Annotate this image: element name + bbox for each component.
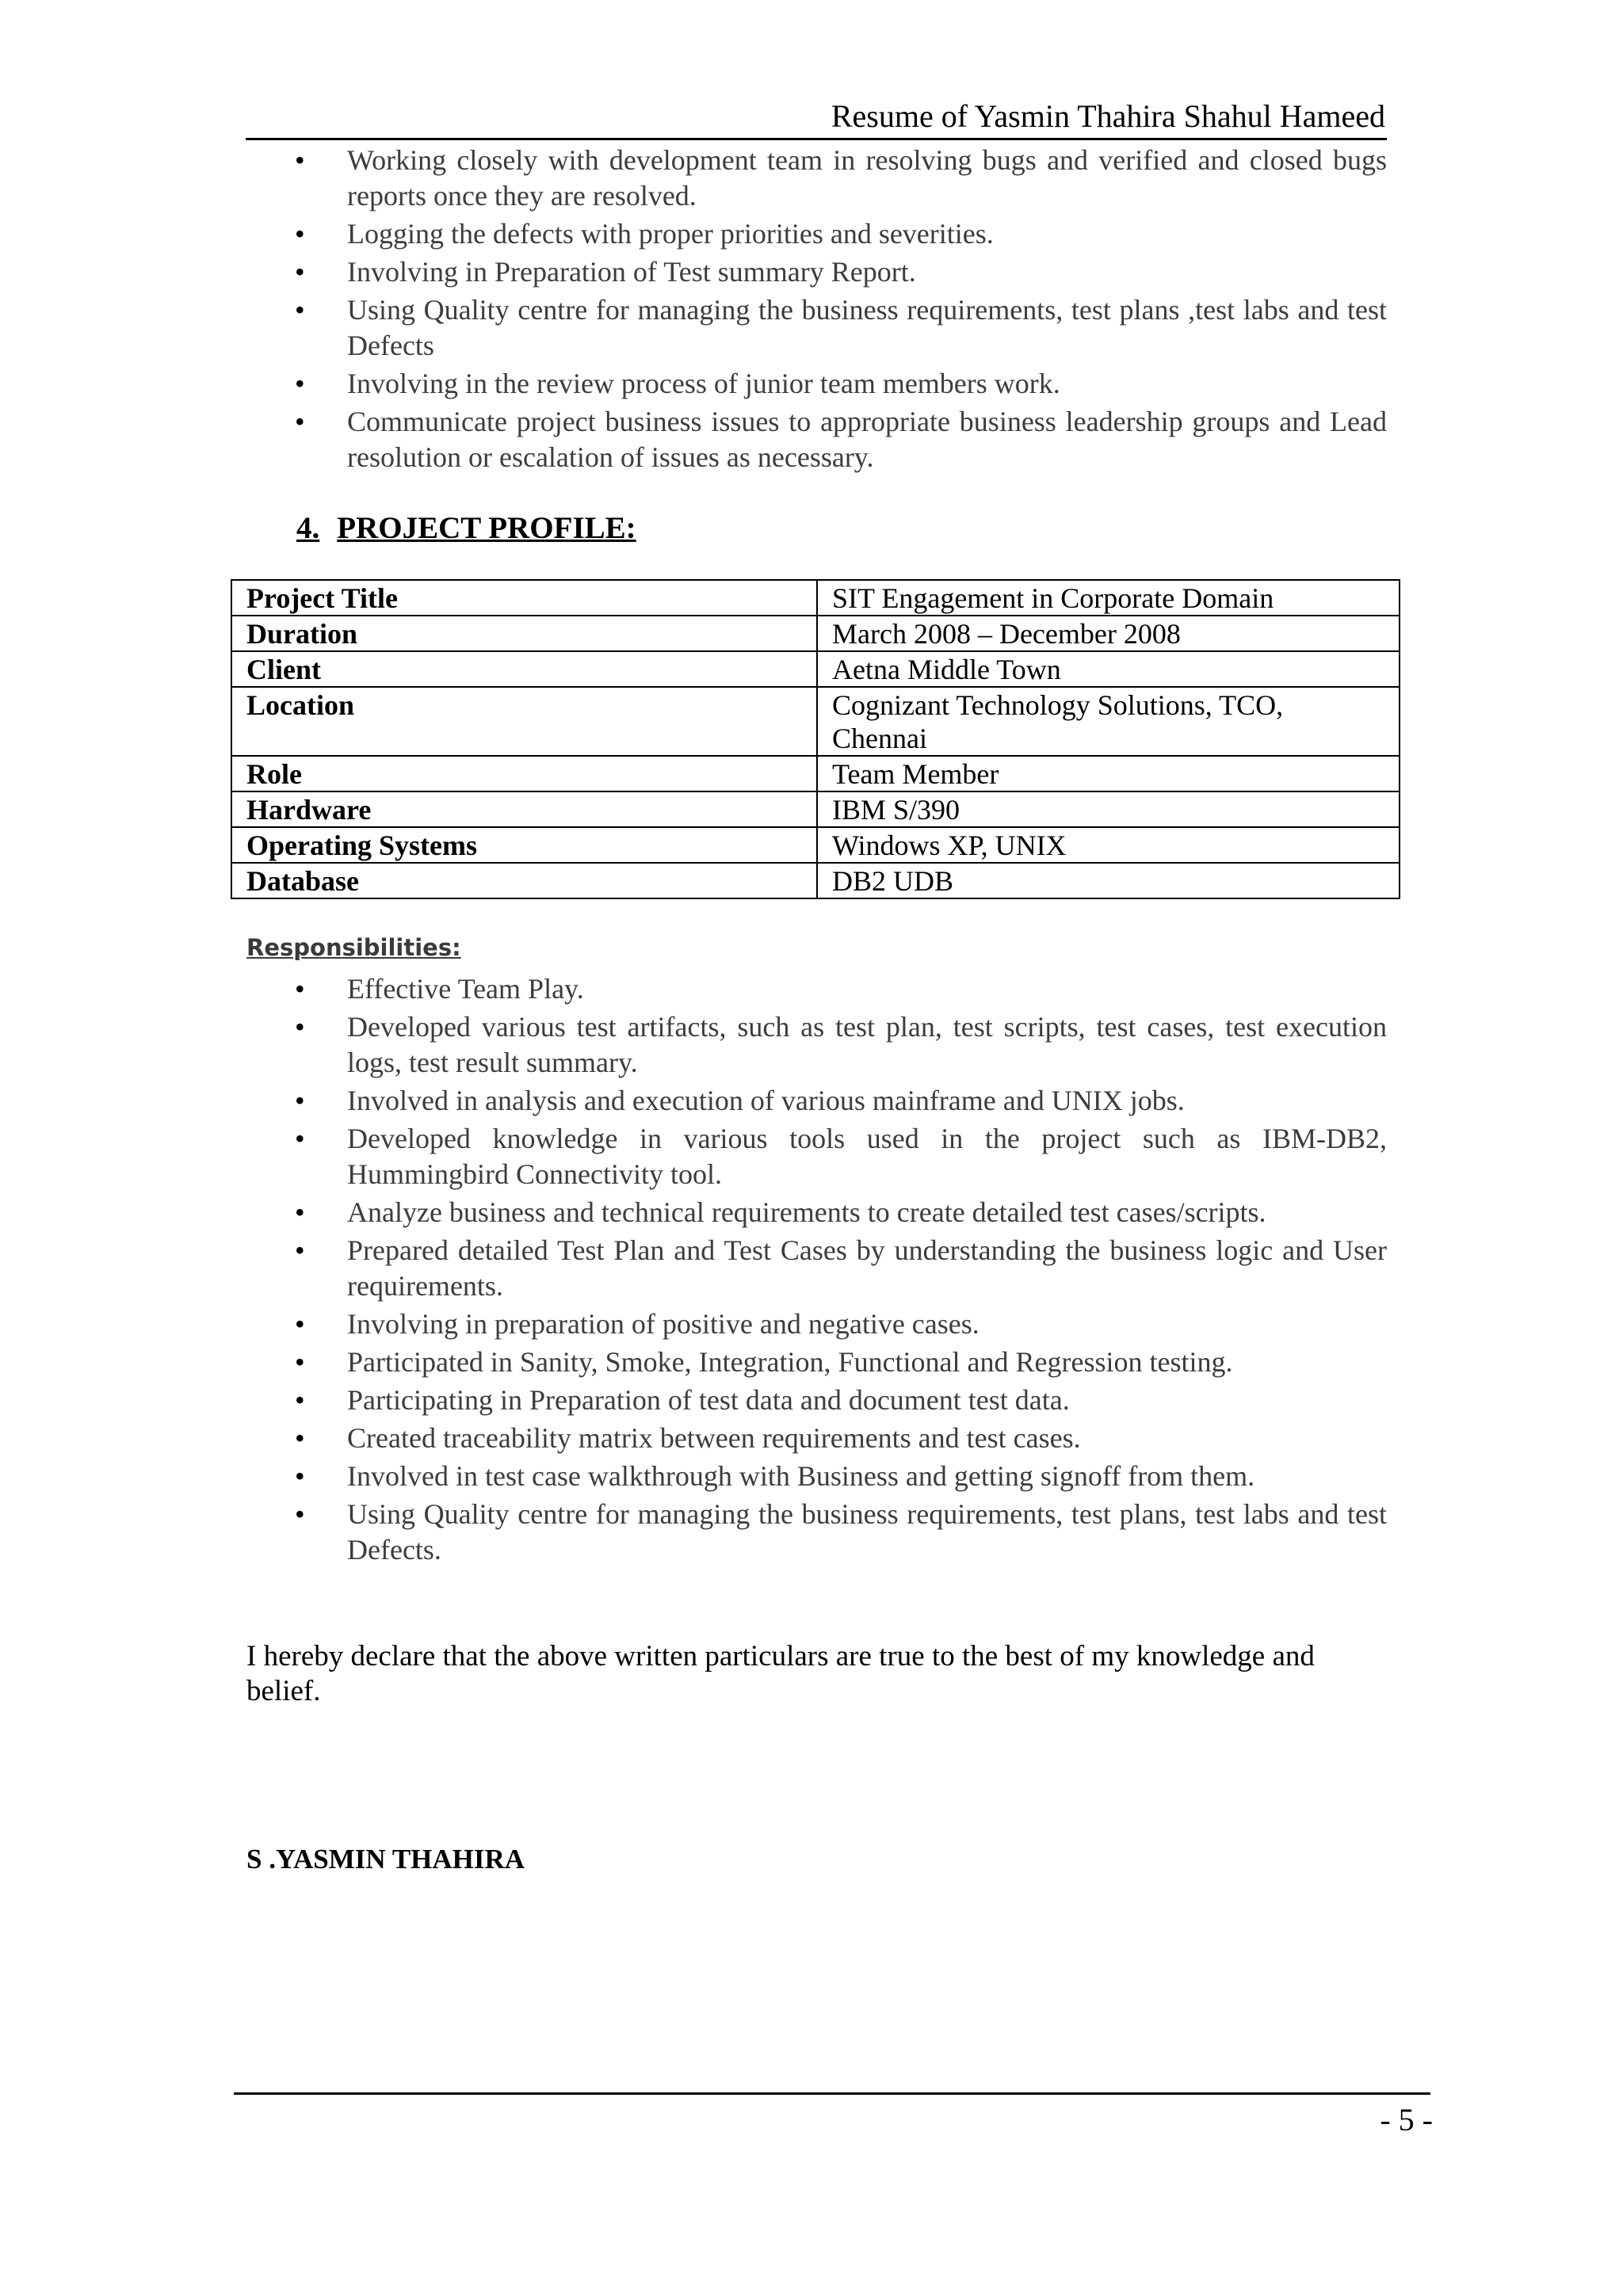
header-rule: [246, 138, 1387, 140]
table-row: [231, 756, 1400, 791]
table-label-cell: Duration: [231, 616, 817, 651]
section-title: PROJECT PROFILE:: [337, 511, 636, 545]
table-value-cell: DB2 UDB: [817, 863, 1400, 898]
table-label-cell: Operating Systems: [231, 827, 817, 863]
list-item: • Involving in the review process of junior team members work.: [295, 366, 1387, 402]
declaration-text: I hereby declare that the above written particulars are true to the best of my knowledge and belief.: [246, 1640, 1315, 1707]
list-item: • Using Quality centre for managing the business requirements, test plans, test labs and test Defects.: [295, 1497, 1387, 1568]
list-item: • Developed various test artifacts, such as test plan, test scripts, test cases, test execution logs, test result summary.: [295, 1009, 1387, 1081]
list-item: • Developed knowledge in various tools used in the project such as IBM-DB2, Hummingbird Connectivity tool.: [295, 1121, 1387, 1192]
table-value-cell: SIT Engagement in Corporate Domain: [817, 580, 1400, 616]
list-item: • Prepared detailed Test Plan and Test Cases by understanding the business logic and User requirements.: [295, 1233, 1387, 1304]
responsibilities-list: [295, 971, 1387, 1570]
table-label-cell: Project Title: [231, 580, 817, 616]
header-title: Resume of Yasmin Thahira Shahul Hameed: [831, 98, 1385, 134]
list-item: • Communicate project business issues to appropriate business leadership groups and Lead resolution or escalation of issues as necessary.: [295, 404, 1387, 475]
list-item: • Analyze business and technical requirements to create detailed test cases/scripts.: [295, 1195, 1387, 1230]
list-item: • Created traceability matrix between requirements and test cases.: [295, 1421, 1387, 1456]
table-row: [231, 580, 1400, 616]
table-value-cell: Cognizant Technology Solutions, TCO, Chennai: [817, 687, 1400, 756]
table-row: [231, 827, 1400, 863]
table-value-cell: March 2008 – December 2008: [817, 616, 1400, 651]
table-row: [231, 687, 1400, 756]
list-item: • Logging the defects with proper priorities and severities.: [295, 216, 1387, 252]
list-item: • Participated in Sanity, Smoke, Integration, Functional and Regression testing.: [295, 1344, 1387, 1380]
list-item: • Involving in Preparation of Test summary Report.: [295, 254, 1387, 290]
list-item: • Participating in Preparation of test data and document test data.: [295, 1383, 1387, 1418]
page-number: - 5 -: [1380, 2102, 1433, 2138]
table-row: [231, 791, 1400, 827]
list-item: • Involving in preparation of positive and negative cases.: [295, 1306, 1387, 1342]
section-number: 4.: [296, 511, 320, 545]
list-item: • Involved in test case walkthrough with Business and getting signoff from them.: [295, 1459, 1387, 1494]
table-row: [231, 616, 1400, 651]
table-label-cell: Client: [231, 651, 817, 687]
table-row: [231, 863, 1400, 898]
table-label-cell: Location: [231, 687, 817, 756]
table-value-cell: Windows XP, UNIX: [817, 827, 1400, 863]
list-item: • Working closely with development team in resolving bugs and verified and closed bugs reports once they are resolved.: [295, 143, 1387, 214]
table-value-cell: Aetna Middle Town: [817, 651, 1400, 687]
responsibilities-heading: Responsibilities:: [246, 934, 461, 961]
table-value-cell: Team Member: [817, 756, 1400, 791]
table-row: [231, 651, 1400, 687]
signature-name: S .YASMIN THAHIRA: [246, 1844, 525, 1875]
list-item: • Using Quality centre for managing the business requirements, test plans ,test labs and test Defects: [295, 292, 1387, 364]
project-profile-table: [231, 579, 1400, 899]
table-label-cell: Role: [231, 756, 817, 791]
list-item: • Involved in analysis and execution of various mainframe and UNIX jobs.: [295, 1083, 1387, 1119]
list-item: • Effective Team Play.: [295, 971, 1387, 1007]
table-value-cell: IBM S/390: [817, 791, 1400, 827]
table-label-cell: Database: [231, 863, 817, 898]
section-heading: [296, 509, 636, 548]
table-label-cell: Hardware: [231, 791, 817, 827]
previous-responsibilities-list: [295, 143, 1387, 478]
footer-rule: [234, 2092, 1430, 2095]
